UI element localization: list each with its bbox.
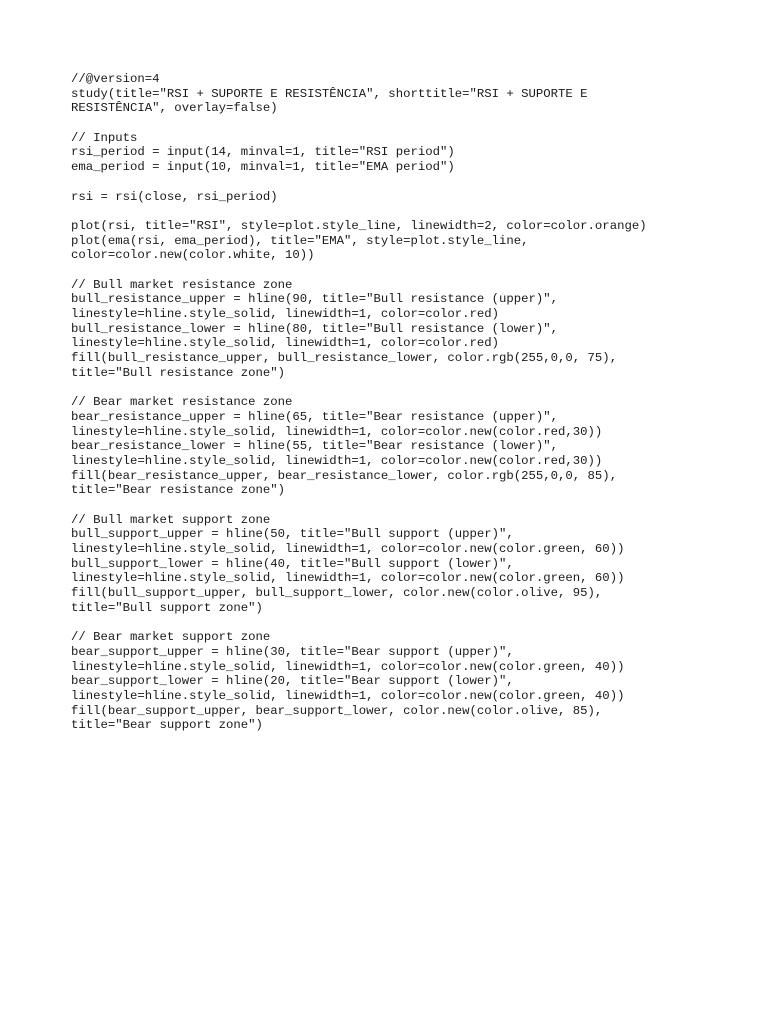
code-line: title="Bear support zone") xyxy=(71,718,263,733)
code-line: bull_support_upper = hline(50, title="Bull support (upper)", xyxy=(71,527,514,542)
code-line: linestyle=hline.style_solid, linewidth=1, color=color.new(color.green, 40)) xyxy=(71,688,625,703)
code-line: linestyle=hline.style_solid, linewidth=1, color=color.red) xyxy=(71,307,500,321)
code-line: color=color.new(color.white, 10)) xyxy=(71,248,315,263)
code-line: title="Bear resistance zone") xyxy=(71,483,286,498)
code-line: // Bull market resistance zone xyxy=(71,277,293,292)
code-line: fill(bull_support_upper, bull_support_lower, color.new(color.olive, 95), xyxy=(71,586,603,601)
code-line: RESISTÊNCIA", overlay=false) xyxy=(71,101,278,116)
code-line: plot(rsi, title="RSI", style=plot.style_line, linewidth=2, color=color.orange) xyxy=(71,218,647,233)
code-line: linestyle=hline.style_solid, linewidth=1, color=color.red) xyxy=(71,336,500,351)
code-listing xyxy=(71,72,731,748)
code-line: linestyle=hline.style_solid, linewidth=1, color=color.new(color.green, 60)) xyxy=(71,571,625,586)
code-line: // Inputs xyxy=(71,130,138,145)
code-block-rsi xyxy=(71,190,731,205)
code-line: fill(bear_resistance_upper, bear_resistance_lower, color.rgb(255,0,0, 85), xyxy=(71,468,618,483)
code-line: rsi = rsi(close, rsi_period) xyxy=(71,189,278,204)
code-line: fill(bear_support_upper, bear_support_lower, color.new(color.olive, 85), xyxy=(71,703,603,718)
code-block-bull-support xyxy=(71,513,731,616)
code-line: // Bear market support zone xyxy=(71,630,271,645)
code-line: title="Bull resistance zone") xyxy=(71,365,286,380)
code-line: bull_resistance_lower = hline(80, title="Bull resistance (lower)", xyxy=(71,321,559,336)
code-line: rsi_period = input(14, minval=1, title="RSI period") xyxy=(71,145,455,160)
code-line: bear_support_lower = hline(20, title="Bear support (lower)", xyxy=(71,674,514,689)
code-line: bear_resistance_lower = hline(55, title="Bear resistance (lower)", xyxy=(71,439,559,454)
code-line: // Bear market resistance zone xyxy=(71,395,293,410)
code-block-bear-resistance xyxy=(71,395,731,498)
code-line: linestyle=hline.style_solid, linewidth=1, color=color.new(color.green, 60)) xyxy=(71,542,625,556)
code-line: bear_resistance_upper = hline(65, title="Bear resistance (upper)", xyxy=(71,409,559,424)
code-line: ema_period = input(10, minval=1, title="EMA period") xyxy=(71,160,455,175)
code-line: bull_support_lower = hline(40, title="Bull support (lower)", xyxy=(71,556,514,571)
code-block-bear-support xyxy=(71,630,731,733)
code-line: // Bull market support zone xyxy=(71,512,271,527)
code-line: study(title="RSI + SUPORTE E RESISTÊNCIA", shorttitle="RSI + SUPORTE E xyxy=(71,86,588,101)
code-line: plot(ema(rsi, ema_period), title="EMA", style=plot.style_line, xyxy=(71,233,529,248)
code-block-inputs xyxy=(71,131,731,175)
code-line: linestyle=hline.style_solid, linewidth=1, color=color.new(color.red,30)) xyxy=(71,424,603,439)
code-line: linestyle=hline.style_solid, linewidth=1, color=color.new(color.green, 40)) xyxy=(71,659,625,674)
code-line: title="Bull support zone") xyxy=(71,600,263,615)
code-block-header xyxy=(71,72,731,116)
code-block-bull-resistance xyxy=(71,278,731,381)
code-line: bull_resistance_upper = hline(90, title="Bull resistance (upper)", xyxy=(71,292,559,307)
code-line: //@version=4 xyxy=(71,72,160,86)
code-line: linestyle=hline.style_solid, linewidth=1, color=color.new(color.red,30)) xyxy=(71,453,603,468)
code-block-plots xyxy=(71,219,731,263)
code-line: bear_support_upper = hline(30, title="Bear support (upper)", xyxy=(71,644,514,659)
code-line: fill(bull_resistance_upper, bull_resistance_lower, color.rgb(255,0,0, 75), xyxy=(71,351,618,366)
